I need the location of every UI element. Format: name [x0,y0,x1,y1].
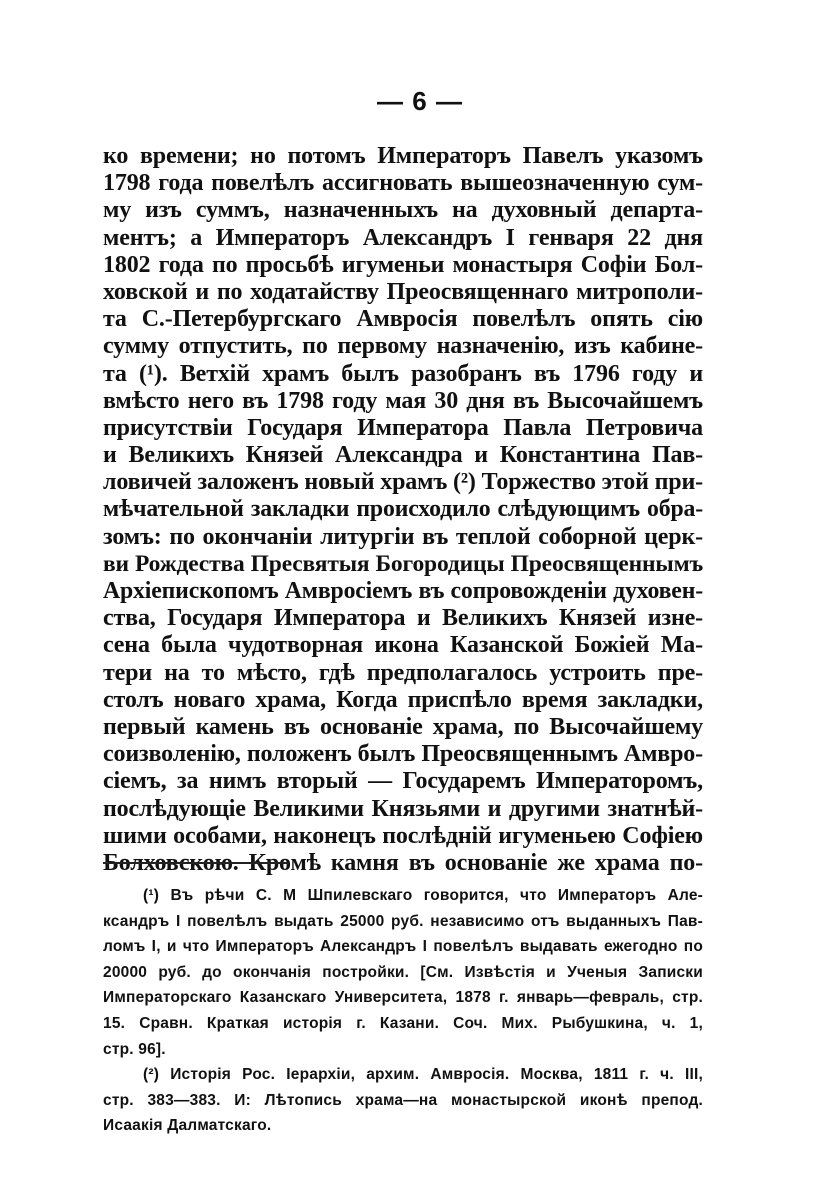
footnote-line: ломъ I, и что Императоръ Александръ I повелѣлъ выдавать ежегодно по [103,938,703,956]
footnote-line: (¹) Въ рѣчи С. М Шпилевскаго говорится, что Императоръ Але- [143,887,703,904]
text-line: му изъ суммъ, назначенныхъ на духовный департа- [103,197,703,224]
footnote-line: стр. 383—383. И: Лѣтопись храма—на монастырской иконѣ препод. [103,1091,703,1109]
footnote-divider [103,862,289,864]
main-text [103,143,703,877]
text-line: Архіепископомъ Амвросіемъ въ сопровожденіи духовен- [103,578,703,604]
footnote-line: Исаакія Далматскаго. [103,1117,272,1135]
text-line: Болховскою. Кромѣ камня въ основаніе же храма по- [103,849,703,876]
text-line: сіемъ, за нимъ вторый — Государемъ Императоромъ, [103,768,703,795]
footnote-line: стр. 96]. [103,1040,166,1058]
text-line: ко времени; но потомъ Императоръ Павелъ указомъ [103,143,703,169]
footnote-1 [103,883,703,1062]
text-line: зомъ: по окончаніи литургіи въ теплой соборной церк- [103,523,703,550]
text-line: первый камень въ основаніе храма, по Высочайшему [103,713,703,740]
text-line: та С.-Петербургскаго Амвросія повелѣлъ опять сію [103,306,703,333]
text-line: ловичей заложенъ новый храмъ (²) Торжество этой при- [103,469,703,496]
footnotes [103,883,703,1139]
text-line: 1802 года по просьбѣ игуменьи монастыря Софіи Бол- [103,251,703,278]
text-line: присутствіи Государя Императора Павла Петровича [103,414,703,441]
footnote-line: Императорскаго Казанскаго Университета, 1878 г. январь—февраль, стр. [103,989,703,1007]
text-line: ховской и по ходатайству Преосвященнаго митрополи- [103,278,703,305]
footnote-line: 15. Сравн. Краткая исторія г. Казани. Соч. Мих. Рыбушкина, ч. 1, [103,1014,703,1032]
text-line: столъ новаго храма, Когда приспѣло время закладки, [103,686,703,713]
text-line: мѣчательной закладки происходило слѣдующимъ обра- [103,496,703,523]
text-line: сена была чудотворная икона Казанской Божіей Ма- [103,632,703,659]
text-line: тери на то мѣсто, гдѣ предполагалось устроить пре- [103,659,703,686]
text-line: и Великихъ Князей Александра и Константина Пав- [103,442,703,469]
text-line: послѣдующіе Великими Князьями и другими знатнѣй- [103,795,703,822]
text-line: шими особами, наконецъ послѣдній игуменьею Софіею [103,822,703,849]
footnote-line: ксандръ I повелѣлъ выдать 25000 руб. независимо отъ выданныхъ Пав- [103,912,703,930]
footnote-2 [103,1062,703,1139]
text-line: ства, Государя Императора и Великихъ Князей изне- [103,605,703,632]
page-number: — 6 — [377,86,463,116]
text-line: та (¹). Ветхій храмъ былъ разобранъ въ 1796 году и [103,360,703,387]
text-line: ви Рождества Пресвятыя Богородицы Преосвященнымъ [103,550,703,577]
text-line: вмѣсто него въ 1798 году мая 30 дня въ Высочайшемъ [103,387,703,414]
text-line: 1798 года повелѣлъ ассигновать вышеозначенную сум- [103,170,703,197]
footnote-line: 20000 руб. до окончанія постройки. [См. Извѣстія и Ученыя Записки [103,963,703,981]
footnote-line: (²) Исторія Рос. Іерархіи, архим. Амвросія. Москва, 1811 г. ч. III, [143,1066,703,1084]
text-line: сумму отпустить, по первому назначенію, изъ кабине- [103,333,703,360]
text-line: ментъ; а Императоръ Александръ I генваря 22 дня [103,224,703,251]
text-line: соизволенію, положенъ былъ Преосвященнымъ Амвро- [103,741,703,768]
